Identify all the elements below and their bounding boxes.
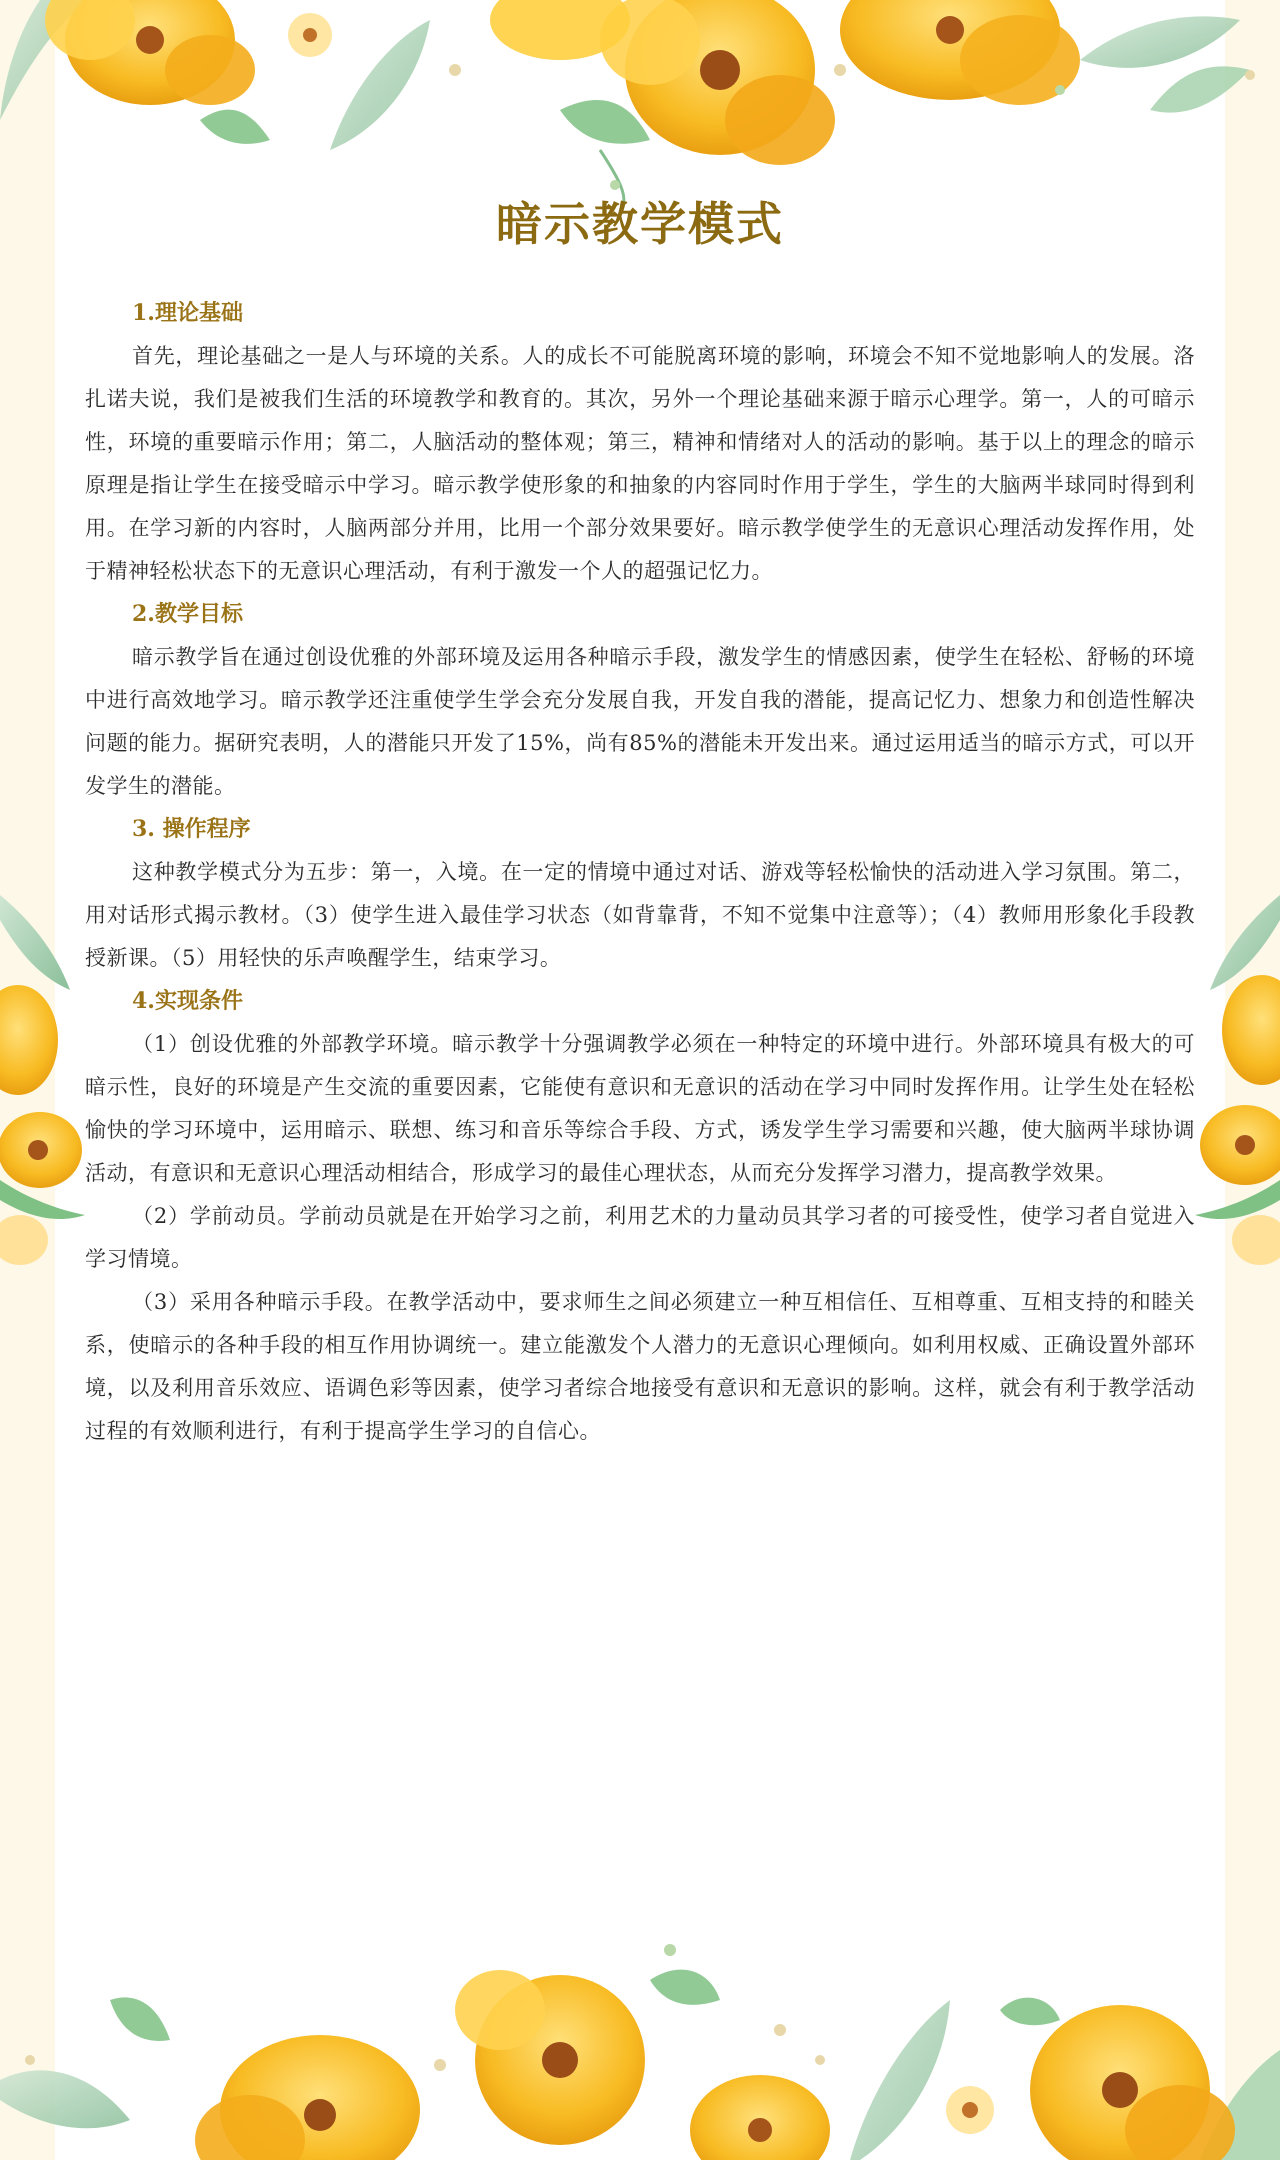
section-heading-conditions: 4.实现条件 xyxy=(132,988,243,1014)
section-heading-procedure: 3. 操作程序 xyxy=(132,816,251,842)
section-heading-theory: 1.理论基础 xyxy=(132,300,243,326)
document-body xyxy=(85,292,1195,1453)
section-paragraph-theory: 首先，理论基础之一是人与环境的关系。人的成长不可能脱离环境的影响，环境会不知不觉地影响人的发展。洛扎诺夫说，我们是被我们生活的环境教学和教育的。其次，另外一个理论基础来源于暗示心理学。第一，人的可暗示性，环境的重要暗示作用；第二，人脑活动的整体观；第三，精神和情绪对人的活动的影响。基于以上的理念的暗示原理是指让学生在接受暗示中学习。暗示教学使形象的和抽象的内容同时作用于学生，学生的大脑两半球同时得到利用。在学习新的内容时，人脑两部分并用，比用一个部分效果要好。暗示教学使学生的无意识心理活动发挥作用，处于精神轻松状态下的无意识心理活动，有利于激发一个人的超强记忆力。 xyxy=(85,344,1195,583)
section-paragraph-goals: 暗示教学旨在通过创设优雅的外部环境及运用各种暗示手段，激发学生的情感因素，使学生在轻松、舒畅的环境中进行高效地学习。暗示教学还注重使学生学会充分发展自我，开发自我的潜能，提高记忆力、想象力和创造性解决问题的能力。据研究表明，人的潜能只开发了15%，尚有85%的潜能未开发出来。通过运用适当的暗示方式，可以开发学生的潜能。 xyxy=(85,645,1195,798)
section-heading-goals: 2.教学目标 xyxy=(132,601,243,627)
section-paragraph-condition-1: （1）创设优雅的外部教学环境。暗示教学十分强调教学必须在一种特定的环境中进行。外部环境具有极大的可暗示性，良好的环境是产生交流的重要因素，它能使有意识和无意识的活动在学习中同时发挥作用。让学生处在轻松愉快的学习环境中，运用暗示、联想、练习和音乐等综合手段、方式，诱发学生学习需要和兴趣，使大脑两半球协调活动，有意识和无意识心理活动相结合，形成学习的最佳心理状态，从而充分发挥学习潜力，提高教学效果。 xyxy=(85,1032,1195,1185)
section-paragraph-condition-2: （2）学前动员。学前动员就是在开始学习之前，利用艺术的力量动员其学习者的可接受性，使学习者自觉进入学习情境。 xyxy=(85,1204,1195,1271)
section-paragraph-procedure: 这种教学模式分为五步：第一，入境。在一定的情境中通过对话、游戏等轻松愉快的活动进入学习氛围。第二，用对话形式揭示教材。（3）使学生进入最佳学习状态（如背靠背，不知不觉集中注意等）；（4）教师用形象化手段教授新课。（5）用轻快的乐声唤醒学生，结束学习。 xyxy=(85,860,1195,970)
section-paragraph-condition-3: （3）采用各种暗示手段。在教学活动中，要求师生之间必须建立一种互相信任、互相尊重、互相支持的和睦关系，使暗示的各种手段的相互作用协调统一。建立能激发个人潜力的无意识心理倾向。如利用权威、正确设置外部环境，以及利用音乐效应、语调色彩等因素，使学习者综合地接受有意识和无意识的影响。这样，就会有利于教学活动过程的有效顺利进行，有利于提高学生学习的自信心。 xyxy=(85,1290,1195,1443)
page-title: 暗示教学模式 xyxy=(496,197,784,251)
